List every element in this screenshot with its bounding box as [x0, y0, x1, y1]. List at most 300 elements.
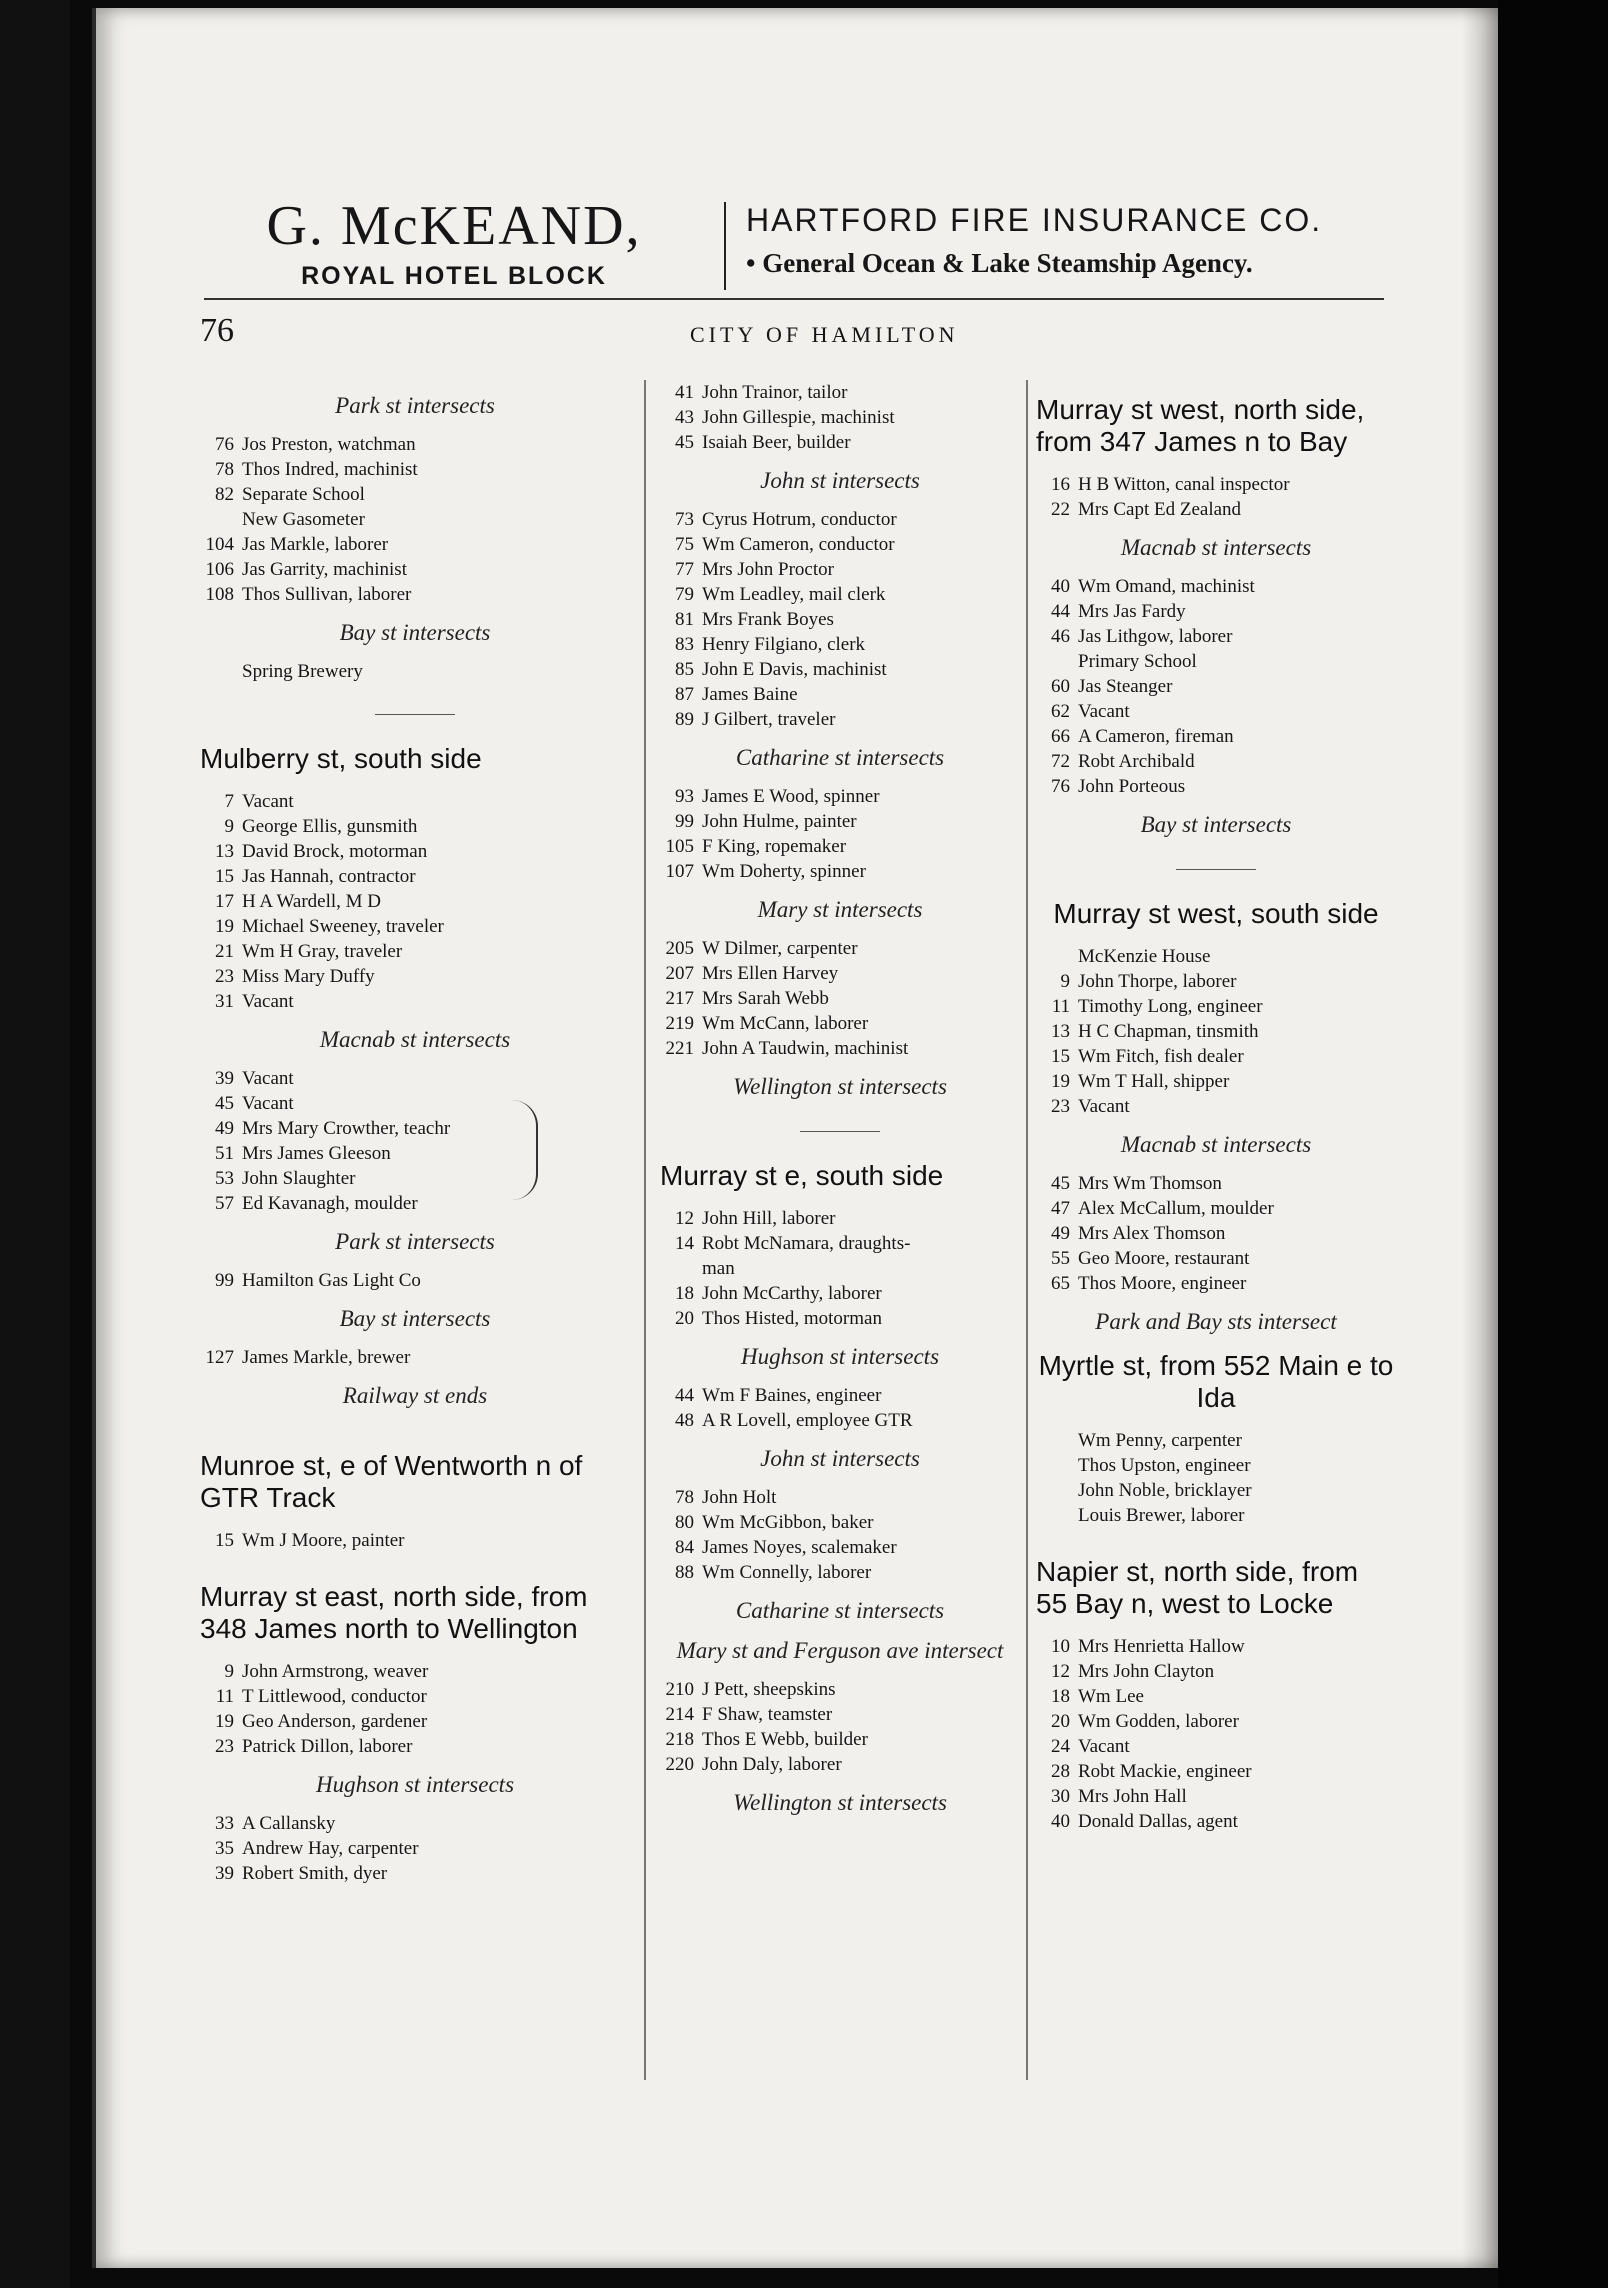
house-number: 10 [1051, 1636, 1070, 1657]
directory-entry [660, 582, 1020, 607]
directory-entry [660, 1485, 1020, 1510]
directory-entry [1036, 574, 1396, 599]
section-separator [800, 1131, 880, 1132]
scan-edge-left [0, 0, 70, 2288]
directory-entry [660, 707, 1020, 732]
entry-list [660, 784, 1020, 884]
directory-entry [1036, 1659, 1396, 1684]
directory-entry [1036, 1503, 1396, 1528]
directory-entry [200, 659, 630, 684]
entry-list [660, 1485, 1020, 1585]
resident-text: George Ellis, gunsmith [242, 816, 418, 837]
entry-list [1036, 574, 1396, 799]
resident-text: Wm T Hall, shipper [1078, 1071, 1230, 1092]
house-number: 220 [665, 1754, 694, 1775]
house-number: 217 [665, 988, 694, 1009]
directory-entry [1036, 472, 1396, 497]
intersects-label: John st intersects [760, 1446, 920, 1471]
house-number: 85 [675, 659, 694, 680]
intersects-label: Mary st intersects [757, 897, 923, 922]
house-number: 12 [675, 1208, 694, 1229]
house-number: 99 [215, 1270, 234, 1291]
resident-text: New Gasometer [242, 509, 365, 530]
house-number: 39 [215, 1863, 234, 1884]
directory-entry [660, 1408, 1020, 1433]
entry-list [200, 1268, 630, 1293]
resident-text: Thos E Webb, builder [702, 1729, 868, 1750]
house-number: 12 [1051, 1661, 1070, 1682]
house-number: 40 [1051, 1811, 1070, 1832]
resident-text: Vacant [242, 991, 294, 1012]
house-number: 83 [675, 634, 694, 655]
resident-text: Timothy Long, engineer [1078, 996, 1263, 1017]
house-number: 44 [675, 1385, 694, 1406]
directory-entry [660, 784, 1020, 809]
street-heading: Murray st east, north side, from 348 James north to Wellington [200, 1581, 588, 1644]
resident-text: Isaiah Beer, builder [702, 432, 851, 453]
house-number: 88 [675, 1562, 694, 1583]
entry-list [660, 936, 1020, 1061]
resident-text: Thos Histed, motorman [702, 1308, 882, 1329]
directory-entry [660, 1281, 1020, 1306]
resident-text: Wm F Baines, engineer [702, 1385, 882, 1406]
ad-insurance-company: HARTFORD FIRE INSURANCE CO. [746, 202, 1323, 238]
intersects-label: Bay st intersects [339, 1306, 491, 1331]
house-number [1036, 1503, 1078, 1528]
column-2 [660, 380, 1020, 1829]
directory-entry [660, 557, 1020, 582]
resident-text: Wm Doherty, spinner [702, 861, 866, 882]
resident-text: A Cameron, fireman [1078, 726, 1234, 747]
entry-list [660, 507, 1020, 732]
directory-entry [200, 989, 630, 1014]
house-number: 49 [1051, 1223, 1070, 1244]
intersects-label: Hughson st intersects [315, 1772, 515, 1797]
resident-text: John Armstrong, weaver [242, 1661, 429, 1682]
resident-text: Cyrus Hotrum, conductor [702, 509, 897, 530]
resident-text: John Hill, laborer [702, 1208, 836, 1229]
house-number: 22 [1051, 499, 1070, 520]
entry-list [1036, 1171, 1396, 1296]
street-heading: Murray st e, south side [660, 1160, 944, 1191]
resident-text: Mrs Sarah Webb [702, 988, 829, 1009]
resident-text: Robt Archibald [1078, 751, 1195, 772]
directory-entry [1036, 1428, 1396, 1453]
directory-entry [200, 1091, 630, 1116]
resident-text: J Pett, sheepskins [702, 1679, 836, 1700]
house-number: 221 [665, 1038, 694, 1059]
house-number: 45 [215, 1093, 234, 1114]
resident-text: Mrs Henrietta Hallow [1078, 1636, 1245, 1657]
resident-text: Thos Sullivan, laborer [242, 584, 412, 605]
resident-text: John A Taudwin, machinist [702, 1038, 909, 1059]
intersects-label: Hughson st intersects [740, 1344, 940, 1369]
directory-entry [200, 457, 630, 482]
house-number: 53 [215, 1168, 234, 1189]
directory-entry [200, 507, 630, 532]
directory-entry [200, 1528, 630, 1553]
house-number: 72 [1051, 751, 1070, 772]
house-number: 9 [224, 816, 234, 837]
column-divider [644, 380, 646, 2080]
resident-text: Geo Anderson, gardener [242, 1711, 428, 1732]
directory-entry [1036, 674, 1396, 699]
directory-entry [200, 557, 630, 582]
house-number: 44 [1051, 601, 1070, 622]
entry-list [660, 1677, 1020, 1777]
resident-text: McKenzie House [1078, 946, 1211, 967]
directory-entry [660, 1560, 1020, 1585]
directory-entry [1036, 1759, 1396, 1784]
directory-entry [660, 1677, 1020, 1702]
resident-text: H A Wardell, M D [242, 891, 382, 912]
directory-entry [200, 1066, 630, 1091]
resident-text: John Gillespie, machinist [702, 407, 895, 428]
resident-text: Patrick Dillon, laborer [242, 1736, 413, 1757]
resident-text: Vacant [242, 1068, 294, 1089]
directory-entry [200, 864, 630, 889]
house-number: 9 [1060, 971, 1070, 992]
house-number: 108 [205, 584, 234, 605]
resident-text: Vacant [1078, 1736, 1130, 1757]
resident-text: J Gilbert, traveler [702, 709, 836, 730]
house-number: 18 [675, 1283, 694, 1304]
house-number: 214 [665, 1704, 694, 1725]
directory-entry [200, 839, 630, 864]
street-heading: Napier st, north side, from 55 Bay n, west to Locke [1036, 1556, 1359, 1619]
directory-entry [1036, 1734, 1396, 1759]
house-number: 30 [1051, 1786, 1070, 1807]
house-number: 43 [675, 407, 694, 428]
directory-entry [1036, 944, 1396, 969]
house-number: 45 [675, 432, 694, 453]
directory-entry [1036, 649, 1396, 674]
directory-entry [1036, 1684, 1396, 1709]
directory-entry [660, 936, 1020, 961]
resident-text: James E Wood, spinner [702, 786, 880, 807]
advertisement-header [204, 196, 1384, 296]
directory-entry [200, 814, 630, 839]
house-number: 106 [205, 559, 234, 580]
directory-entry [200, 432, 630, 457]
resident-text: A R Lovell, employee GTR [702, 1410, 913, 1431]
directory-entry [660, 380, 1020, 405]
resident-text: Jas Markle, laborer [242, 534, 389, 555]
house-number: 21 [215, 941, 234, 962]
resident-text: Vacant [242, 1093, 294, 1114]
directory-entry [1036, 1478, 1396, 1503]
house-number: 16 [1051, 474, 1070, 495]
house-number: 93 [675, 786, 694, 807]
house-number: 20 [1051, 1711, 1070, 1732]
directory-entry [660, 1036, 1020, 1061]
resident-text: W Dilmer, carpenter [702, 938, 858, 959]
resident-text: Robt McNamara, draughts- [702, 1233, 911, 1254]
directory-entry [200, 964, 630, 989]
resident-text: Mrs James Gleeson [242, 1143, 391, 1164]
directory-entry [200, 1141, 630, 1166]
intersects-label: John st intersects [760, 468, 920, 493]
house-number: 47 [1051, 1198, 1070, 1219]
scan-edge-right [1498, 0, 1608, 2288]
house-number [1036, 944, 1078, 969]
intersects-label: Wellington st intersects [733, 1790, 947, 1815]
resident-text: John Porteous [1078, 776, 1186, 797]
house-number: 73 [675, 509, 694, 530]
house-number: 76 [215, 434, 234, 455]
directory-entry [200, 1268, 630, 1293]
resident-text: Alex McCallum, moulder [1078, 1198, 1274, 1219]
resident-text: Hamilton Gas Light Co [242, 1270, 421, 1291]
directory-entry [1036, 749, 1396, 774]
entry-list [660, 1383, 1020, 1433]
directory-entry [660, 532, 1020, 557]
resident-text: Donald Dallas, agent [1078, 1811, 1238, 1832]
house-number [1036, 1478, 1078, 1503]
resident-text: Geo Moore, restaurant [1078, 1248, 1250, 1269]
resident-text: T Littlewood, conductor [242, 1686, 427, 1707]
house-number: 78 [675, 1487, 694, 1508]
directory-entry [1036, 497, 1396, 522]
house-number: 45 [1051, 1173, 1070, 1194]
resident-text: Miss Mary Duffy [242, 966, 375, 987]
house-number: 35 [215, 1838, 234, 1859]
directory-entry [660, 430, 1020, 455]
resident-text: John Daly, laborer [702, 1754, 842, 1775]
resident-text: Primary School [1078, 651, 1197, 672]
resident-text: Wm Fitch, fish dealer [1078, 1046, 1244, 1067]
entry-list [200, 1659, 630, 1759]
header-rule [204, 298, 1384, 300]
house-number: 107 [665, 861, 694, 882]
directory-entry [1036, 994, 1396, 1019]
intersects-label: Catharine st intersects [735, 1598, 945, 1623]
house-number: 77 [675, 559, 694, 580]
directory-entry [200, 532, 630, 557]
house-number: 87 [675, 684, 694, 705]
directory-entry [1036, 1221, 1396, 1246]
house-number: 51 [215, 1143, 234, 1164]
resident-text: Wm Penny, carpenter [1078, 1430, 1242, 1451]
directory-entry [660, 1011, 1020, 1036]
intersects-label: Mary st and Ferguson ave intersect [676, 1638, 1004, 1663]
resident-text: James Noyes, scalemaker [702, 1537, 897, 1558]
entry-list [200, 659, 630, 684]
directory-entry [200, 1116, 630, 1141]
house-number: 15 [215, 866, 234, 887]
street-heading: Mulberry st, south side [200, 743, 482, 774]
house-number: 9 [224, 1661, 234, 1682]
resident-text: Mrs John Hall [1078, 1786, 1187, 1807]
house-number: 11 [1051, 996, 1070, 1017]
house-number: 78 [215, 459, 234, 480]
resident-text: man [702, 1258, 735, 1279]
resident-text: Thos Upston, engineer [1078, 1455, 1251, 1476]
directory-entry [660, 986, 1020, 1011]
ad-left-block [204, 196, 704, 291]
house-number: 55 [1051, 1248, 1070, 1269]
entry-list [660, 1206, 1020, 1331]
resident-text: Mrs Alex Thomson [1078, 1223, 1226, 1244]
house-number: 89 [675, 709, 694, 730]
house-number: 46 [1051, 626, 1070, 647]
directory-entry [200, 482, 630, 507]
directory-entry [1036, 1784, 1396, 1809]
directory-entry [1036, 1196, 1396, 1221]
house-number: 19 [1051, 1071, 1070, 1092]
house-number: 99 [675, 811, 694, 832]
resident-text: Mrs Wm Thomson [1078, 1173, 1222, 1194]
resident-text: Robert Smith, dyer [242, 1863, 388, 1884]
intersects-label: Macnab st intersects [1120, 1132, 1312, 1157]
page-shadow [1462, 8, 1502, 2268]
directory-entry [660, 859, 1020, 884]
resident-text: Mrs John Proctor [702, 559, 834, 580]
page-number: 76 [200, 312, 234, 349]
house-number: 20 [675, 1308, 694, 1329]
resident-text: Wm Connelly, laborer [702, 1562, 872, 1583]
directory-entry [200, 1345, 630, 1370]
ad-right-block [746, 200, 1386, 279]
resident-text: John Thorpe, laborer [1078, 971, 1237, 992]
street-heading: Myrtle st, from 552 Main e to Ida [1038, 1350, 1394, 1413]
resident-text: Wm McCann, laborer [702, 1013, 869, 1034]
directory-entry [200, 914, 630, 939]
house-number: 84 [675, 1537, 694, 1558]
house-number [660, 1256, 702, 1281]
directory-entry [200, 1836, 630, 1861]
resident-text: Mrs Mary Crowther, teachr [242, 1118, 451, 1139]
house-number: 28 [1051, 1761, 1070, 1782]
directory-entry [1036, 1634, 1396, 1659]
house-number: 40 [1051, 576, 1070, 597]
house-number: 81 [675, 609, 694, 630]
entry-list [200, 1528, 630, 1553]
directory-entry [1036, 1709, 1396, 1734]
resident-text: Jas Lithgow, laborer [1078, 626, 1233, 647]
house-number: 48 [675, 1410, 694, 1431]
house-number [1036, 1428, 1078, 1453]
intersects-label: Park st intersects [335, 1229, 495, 1254]
house-number: 23 [215, 1736, 234, 1757]
house-number: 41 [675, 382, 694, 403]
directory-entry [660, 607, 1020, 632]
resident-text: Vacant [242, 791, 294, 812]
entry-list [200, 432, 630, 607]
directory-entry [200, 582, 630, 607]
directory-entry [1036, 774, 1396, 799]
house-number: 205 [665, 938, 694, 959]
resident-text: F Shaw, teamster [702, 1704, 833, 1725]
house-number: 14 [675, 1233, 694, 1254]
ad-address: ROYAL HOTEL BLOCK [301, 262, 607, 290]
directory-entry [200, 889, 630, 914]
resident-text: Mrs Jas Fardy [1078, 601, 1186, 622]
intersects-label: Macnab st intersects [1120, 535, 1312, 560]
house-number: 219 [665, 1013, 694, 1034]
entry-list [1036, 944, 1396, 1119]
entry-list [200, 1066, 630, 1216]
entry-list [200, 1811, 630, 1886]
directory-entry [1036, 969, 1396, 994]
resident-text: Wm H Gray, traveler [242, 941, 403, 962]
house-number: 17 [215, 891, 234, 912]
house-number: 15 [215, 1530, 234, 1551]
house-number: 15 [1051, 1046, 1070, 1067]
directory-entry [1036, 1044, 1396, 1069]
resident-text: James Baine [702, 684, 798, 705]
house-number: 19 [215, 1711, 234, 1732]
resident-text: Ed Kavanagh, moulder [242, 1193, 418, 1214]
resident-text: John Holt [702, 1487, 777, 1508]
resident-text: John E Davis, machinist [702, 659, 887, 680]
house-number: 207 [665, 963, 694, 984]
resident-text: Andrew Hay, carpenter [242, 1838, 419, 1859]
directory-entry [200, 1166, 630, 1191]
ad-steamship-agency: • General Ocean & Lake Steamship Agency. [746, 248, 1253, 278]
section-separator [1176, 869, 1256, 870]
directory-entry [1036, 599, 1396, 624]
street-heading: Murray st west, north side, from 347 James n to Bay [1036, 394, 1365, 457]
directory-entry [200, 789, 630, 814]
resident-text: Mrs John Clayton [1078, 1661, 1215, 1682]
resident-text: Jos Preston, watchman [242, 434, 416, 455]
directory-entry [1036, 1246, 1396, 1271]
house-number: 57 [215, 1193, 234, 1214]
resident-text: Thos Moore, engineer [1078, 1273, 1247, 1294]
house-number: 11 [215, 1686, 234, 1707]
directory-entry [1036, 724, 1396, 749]
directory-entry [660, 1306, 1020, 1331]
house-number: 62 [1051, 701, 1070, 722]
house-number: 75 [675, 534, 694, 555]
resident-text: Mrs Capt Ed Zealand [1078, 499, 1242, 520]
entry-list [1036, 1428, 1396, 1528]
resident-text: John Hulme, painter [702, 811, 857, 832]
resident-text: Henry Filgiano, clerk [702, 634, 866, 655]
house-number: 60 [1051, 676, 1070, 697]
house-number: 13 [215, 841, 234, 862]
directory-entry [660, 1752, 1020, 1777]
directory-entry [660, 405, 1020, 430]
entry-list [200, 789, 630, 1014]
house-number [200, 659, 242, 684]
entry-list [200, 1345, 630, 1370]
directory-entry [200, 1734, 630, 1759]
intersects-label: Wellington st intersects [733, 1074, 947, 1099]
house-number: 66 [1051, 726, 1070, 747]
house-number: 82 [215, 484, 234, 505]
house-number [200, 507, 242, 532]
intersects-label: Bay st intersects [339, 620, 491, 645]
directory-entry [200, 1709, 630, 1734]
resident-text: James Markle, brewer [242, 1347, 411, 1368]
directory-entry [660, 1231, 1020, 1256]
house-number: 76 [1051, 776, 1070, 797]
entry-list [660, 380, 1020, 455]
house-number: 31 [215, 991, 234, 1012]
house-number: 65 [1051, 1273, 1070, 1294]
column-1 [200, 380, 630, 1886]
intersects-label: Park st intersects [335, 393, 495, 418]
resident-text: Wm Lee [1078, 1686, 1144, 1707]
entry-list [1036, 472, 1396, 522]
house-number: 39 [215, 1068, 234, 1089]
resident-text: H C Chapman, tinsmith [1078, 1021, 1259, 1042]
house-number [1036, 649, 1078, 674]
resident-text: Spring Brewery [242, 661, 363, 682]
house-number: 49 [215, 1118, 234, 1139]
